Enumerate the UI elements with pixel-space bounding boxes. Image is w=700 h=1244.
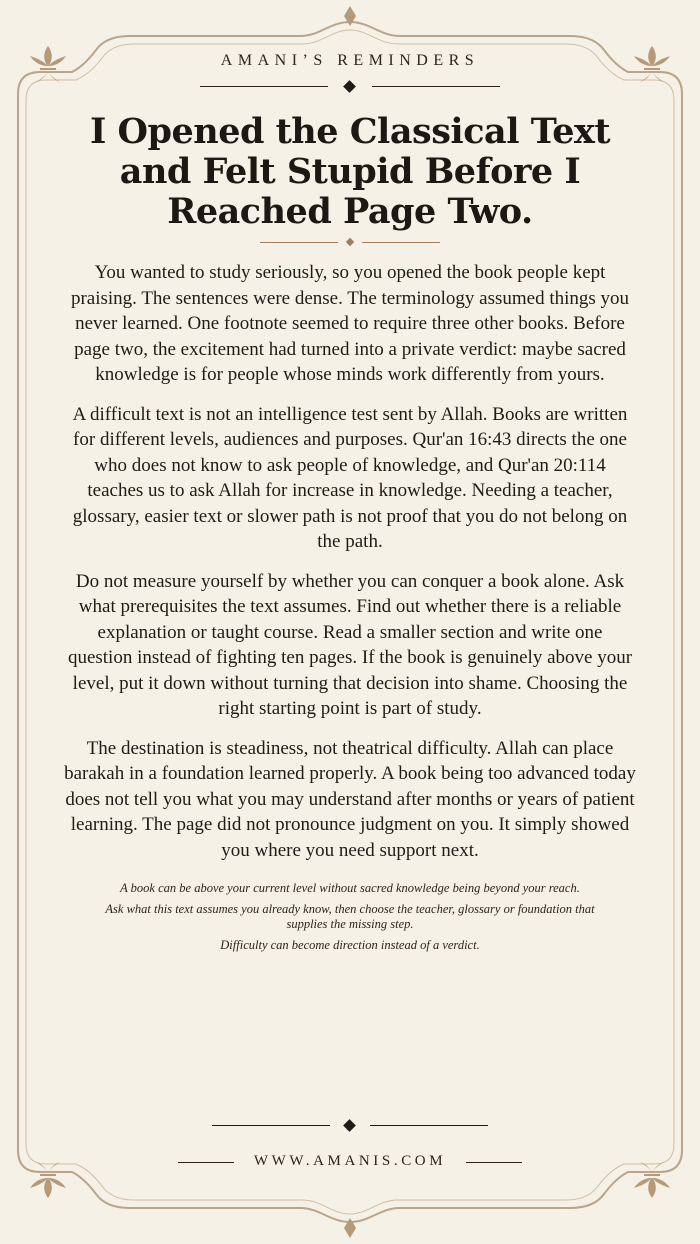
diamond-icon <box>343 1119 356 1132</box>
note-line: A book can be above your current level without sacred knowledge being beyond your reach. <box>120 881 580 895</box>
footer <box>0 1152 700 1170</box>
note-line: Ask what this text assumes you already know, then choose the teacher, glossary or foundation that supplies the missing step. <box>105 902 595 931</box>
footer-url[interactable] <box>236 1153 464 1170</box>
footer-url-text: WWW.AMANIS.COM <box>253 1153 447 1169</box>
key-notes <box>78 881 622 953</box>
body-paragraph: The destination is steadiness, not theatrical difficulty. Allah can place barakah in a foundation learned properly. A book being too advanced today does not tell you what you may understand after months or years of patient learning. The page did not pronounce judgment on you. It simply showed you where you need support next. <box>64 737 636 861</box>
diamond-icon <box>346 238 354 246</box>
note-line: Difficulty can become direction instead of a verdict. <box>220 938 480 952</box>
content <box>64 0 636 959</box>
page-title: I Opened the Classical Text and Felt Stupid Before I Reached Page Two. <box>89 111 611 232</box>
body-paragraph: You wanted to study seriously, so you opened the book people kept praising. The sentences were dense. The terminology assumed things you never learned. One footnote seemed to require three other books. Before page two, the excitement had turned into a private verdict: maybe sacred knowledge is for people whose minds work differently from yours. <box>70 262 630 385</box>
title-divider <box>260 238 440 248</box>
body-paragraph: A difficult text is not an intelligence test sent by Allah. Books are written for different levels, audiences and purposes. Qur'an 16:43 directs the one who does not know to ask people of knowledge, and Qur'an 20:114 teaches us to ask Allah for increase in knowledge. Needing a teacher, glossary, easier text or slower path is not proof that you do not belong on the path. <box>72 403 628 552</box>
brand-name: AMANI’S REMINDERS <box>220 52 480 69</box>
body-paragraph: Do not measure yourself by whether you can conquer a book alone. Ask what prerequisites the text assumes. Find out whether there is a reliable explanation or taught course. Read a smaller section and write one question instead of fighting ten pages. If the book is genuinely above your level, put it down without turning that decision into shame. Choosing the right starting point is part of study. <box>67 570 633 719</box>
diamond-icon <box>343 80 356 93</box>
footer-divider <box>212 1120 488 1132</box>
brand-divider <box>200 80 500 94</box>
